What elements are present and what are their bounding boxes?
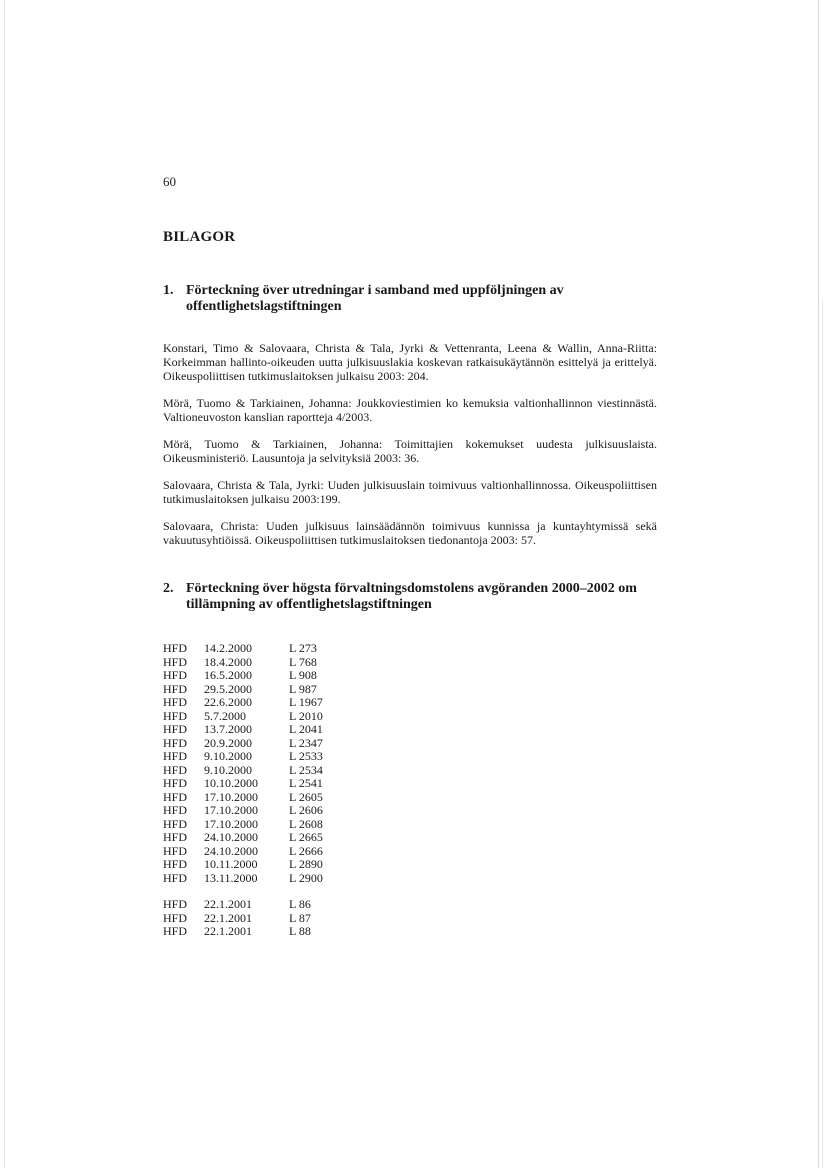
scan-edge-right-inner <box>822 300 823 1168</box>
case-court: HFD <box>163 708 188 723</box>
case-row <box>163 804 323 818</box>
scan-edge-left <box>4 0 5 1168</box>
case-ref: L 2608 <box>289 816 323 831</box>
case-court: HFD <box>163 910 188 925</box>
case-row <box>163 710 323 724</box>
reference-item: Salovaara, Christa & Tala, Jyrki: Uuden julkisuuslain toimivuus valtionhallinnossa. Oikeuspoliittisen tutkimuslaitoksen julkaisu 2003:199. <box>163 478 657 506</box>
case-ref: L 2900 <box>289 870 323 885</box>
case-row <box>163 912 323 926</box>
case-row <box>163 818 323 832</box>
case-date: 13.7.2000 <box>204 722 252 736</box>
case-court: HFD <box>163 735 188 750</box>
case-ref: L 908 <box>289 668 317 682</box>
case-date: 10.10.2000 <box>204 776 258 790</box>
case-ref: L 2605 <box>289 789 323 804</box>
section-1-heading <box>163 283 663 315</box>
case-table <box>163 642 323 939</box>
case-court: HFD <box>163 924 188 938</box>
case-date: 22.1.2001 <box>204 924 252 938</box>
case-date: 5.7.2000 <box>204 708 246 723</box>
case-date: 24.10.2000 <box>204 830 258 844</box>
case-court: HFD <box>163 722 188 736</box>
case-court: HFD <box>163 654 188 669</box>
case-date: 22.1.2001 <box>204 910 252 925</box>
case-date: 20.9.2000 <box>204 735 252 750</box>
case-date: 29.5.2000 <box>204 681 252 696</box>
case-row <box>163 642 323 656</box>
case-row <box>163 683 323 697</box>
case-date: 17.10.2000 <box>204 816 258 831</box>
reference-item: Mörä, Tuomo & Tarkiainen, Johanna: Toimittajien kokemukset uudesta julkisuuslaista. Oikeusministeriö. Lausuntoja ja selvityksiä 2003: 36. <box>163 437 657 465</box>
page-number: 60 <box>163 174 176 189</box>
case-ref: L 2665 <box>289 830 323 844</box>
case-court: HFD <box>163 789 188 804</box>
case-row <box>163 858 323 872</box>
case-date: 9.10.2000 <box>204 749 252 763</box>
case-ref: L 88 <box>289 924 311 938</box>
case-ref: L 2666 <box>289 843 323 858</box>
case-date: 22.6.2000 <box>204 695 252 709</box>
case-ref: L 2533 <box>289 749 323 763</box>
case-ref: L 2541 <box>289 776 323 790</box>
case-row <box>163 723 323 737</box>
case-ref: L 273 <box>289 641 317 655</box>
case-court: HFD <box>163 803 188 817</box>
case-court: HFD <box>163 870 188 885</box>
reference-item: Mörä, Tuomo & Tarkiainen, Johanna: Joukkoviestimien ko kemuksia valtionhallinnon viestinnästä. Valtioneuvoston kanslian raportteja 4/2003. <box>163 396 657 424</box>
case-ref: L 2347 <box>289 735 323 750</box>
case-ref: L 2010 <box>289 708 323 723</box>
case-ref: L 987 <box>289 681 317 696</box>
case-row <box>163 872 323 886</box>
case-court: HFD <box>163 843 188 858</box>
case-row <box>163 764 323 778</box>
case-date: 14.2.2000 <box>204 641 252 655</box>
case-row <box>163 696 323 710</box>
scan-edge-right <box>818 0 819 1168</box>
case-court: HFD <box>163 695 188 709</box>
case-ref: L 2041 <box>289 722 323 736</box>
case-table-body <box>163 642 323 939</box>
reference-item: Konstari, Timo & Salovaara, Christa & Tala, Jyrki & Vettenranta, Leena & Wallin, Anna-Riitta: Korkeimman hallinto-oikeuden uutta julkisuuslakia koskevan ratkaisukäytännön esittelyä ja erittelyä. Oikeuspoliittisen tutkimuslaitoksen julkaisu 2003: 204. <box>163 341 657 383</box>
case-row <box>163 925 323 939</box>
case-date: 17.10.2000 <box>204 789 258 804</box>
reference-item: Salovaara, Christa: Uuden julkisuus lainsäädännön toimivuus kunnissa ja kuntayhtymissä sekä vakuutusyhtiöissä. Oikeuspoliittisen tutkimuslaitoksen tiedonantoja 2003: 57. <box>163 519 657 547</box>
case-court: HFD <box>163 830 188 844</box>
case-row <box>163 845 323 859</box>
case-court: HFD <box>163 762 188 777</box>
case-ref: L 1967 <box>289 695 323 709</box>
case-court: HFD <box>163 897 188 911</box>
case-row <box>163 669 323 683</box>
case-court: HFD <box>163 816 188 831</box>
case-date: 13.11.2000 <box>204 870 258 885</box>
section-2-title: Förteckning över högsta förvaltningsdomstolens avgöranden 2000–2002 om tillämpning av offentlighetslagstiftningen <box>186 581 637 612</box>
case-court: HFD <box>163 857 188 871</box>
case-date: 24.10.2000 <box>204 843 258 858</box>
case-date: 9.10.2000 <box>204 762 252 777</box>
case-ref: L 2534 <box>289 762 323 777</box>
case-row <box>163 656 323 670</box>
reference-list <box>163 341 657 560</box>
case-court: HFD <box>163 641 188 655</box>
case-ref: L 768 <box>289 654 317 669</box>
case-row <box>163 831 323 845</box>
case-date: 16.5.2000 <box>204 668 252 682</box>
case-row <box>163 737 323 751</box>
section-1-title: Förteckning över utredningar i samband med uppföljningen av offentlighetslagstiftningen <box>186 283 564 314</box>
case-ref: L 2890 <box>289 857 323 871</box>
case-ref: L 2606 <box>289 803 323 817</box>
case-ref: L 87 <box>289 910 311 925</box>
section-1-number: 1. <box>163 283 174 298</box>
appendix-heading: BILAGOR <box>163 229 236 245</box>
case-court: HFD <box>163 681 188 696</box>
case-court: HFD <box>163 668 188 682</box>
case-court: HFD <box>163 776 188 790</box>
section-2-heading <box>163 581 663 613</box>
case-row <box>163 777 323 791</box>
case-date: 18.4.2000 <box>204 654 252 669</box>
case-court: HFD <box>163 749 188 763</box>
case-row <box>163 791 323 805</box>
case-date: 17.10.2000 <box>204 803 258 817</box>
case-date: 10.11.2000 <box>204 857 258 871</box>
case-date: 22.1.2001 <box>204 897 252 911</box>
case-row <box>163 750 323 764</box>
section-2-number: 2. <box>163 581 174 596</box>
case-row <box>163 885 323 912</box>
case-ref: L 86 <box>289 897 311 911</box>
